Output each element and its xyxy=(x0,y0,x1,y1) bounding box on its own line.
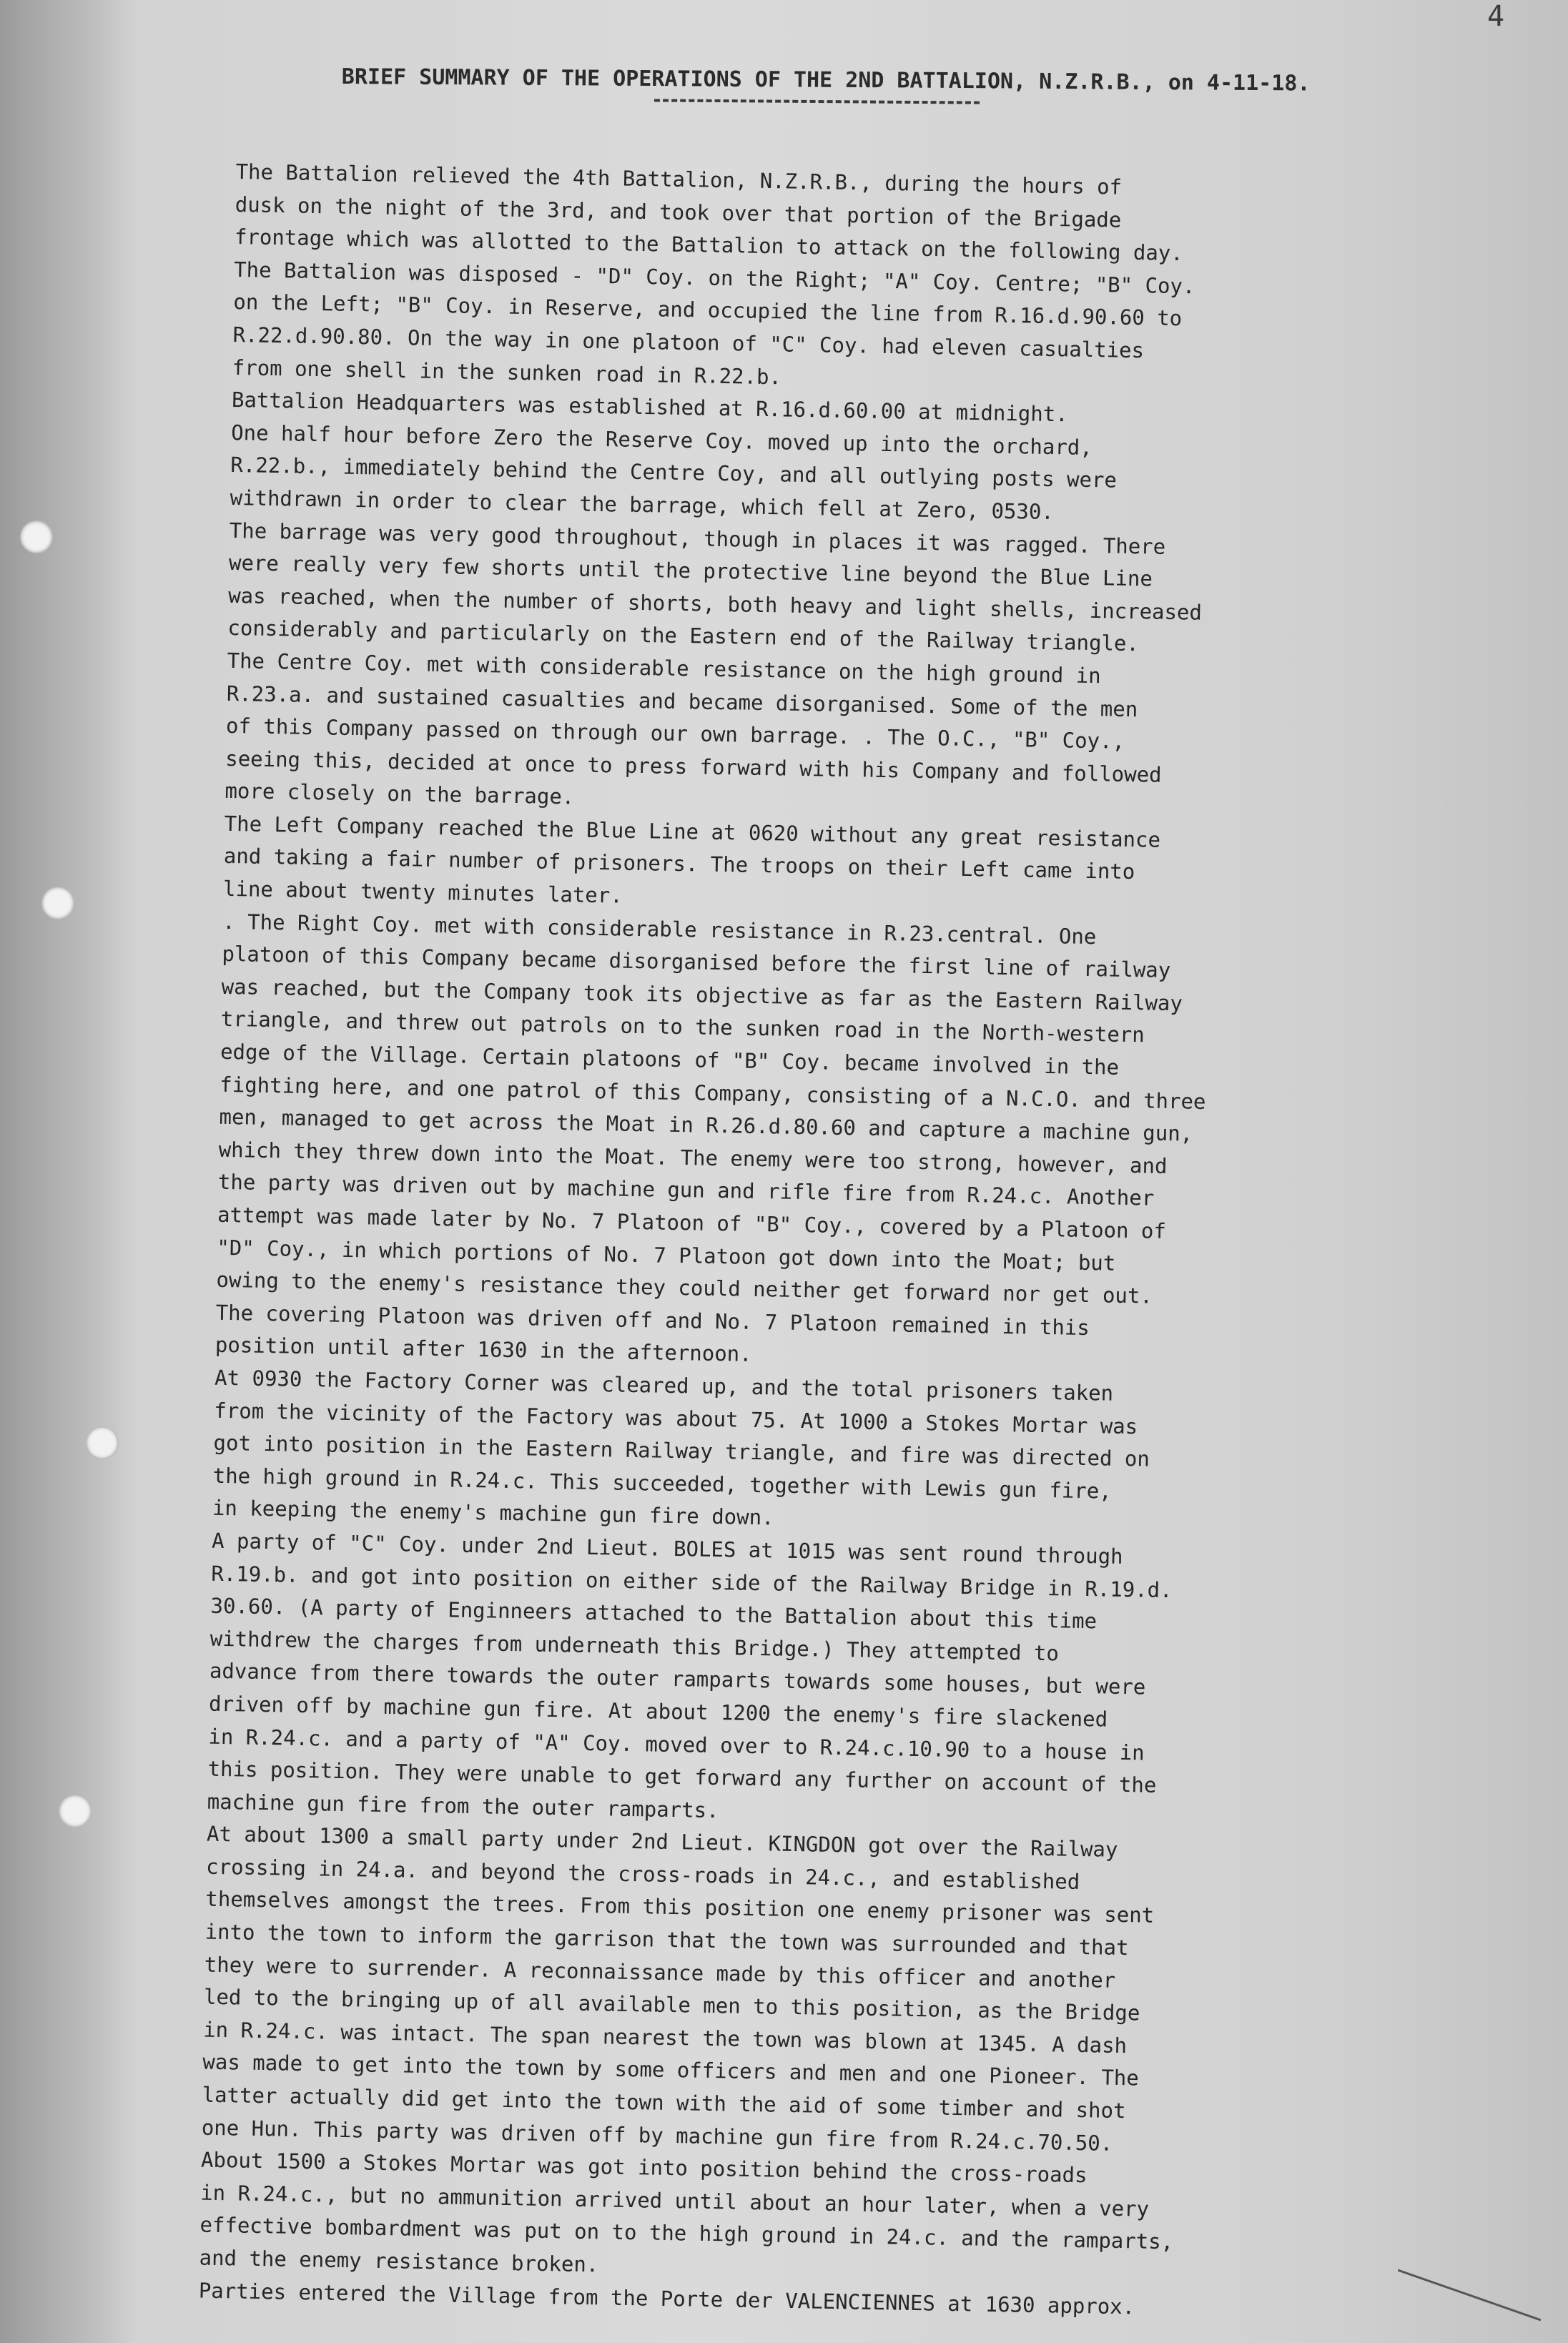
text-line: edge of the Village. Certain platoons of "B" Coy. became involved in the xyxy=(220,1039,1120,1080)
text-line: crossing in 24.a. and beyond the cross-roads in 24.c., and established xyxy=(205,1854,1080,1894)
text-line: R.22.b., immediately behind the Centre Coy, and all outlying posts were xyxy=(230,453,1118,493)
text-line: 30.60. (A party of Enginneers attached to the Battalion about this time xyxy=(210,1593,1098,1634)
text-line: in keeping the enemy's machine gun fire down. xyxy=(212,1496,774,1530)
text-line: of this Company passed on through our own barrage. . The O.C., "B" Coy., xyxy=(225,713,1125,754)
text-line: into the town to inform the garrison that the town was surrounded and that xyxy=(204,1919,1129,1960)
text-line: advance from there towards the outer ramparts towards some houses, but were xyxy=(209,1658,1146,1700)
text-line: The Left Company reached the Blue Line at 0620 without any great resistance xyxy=(224,811,1161,852)
text-line: The Battalion relieved the 4th Battalion, N.Z.R.B., during the hours of xyxy=(235,159,1123,199)
text-line: seeing this, decided at once to press forward with his Company and followed xyxy=(225,746,1162,787)
pencil-mark xyxy=(1398,2263,1541,2327)
page-number: 4 xyxy=(1487,0,1505,33)
punch-hole xyxy=(41,887,74,919)
text-line: was reached, but the Company took its objective as far as the Eastern Railway xyxy=(221,974,1183,1016)
text-line: A party of "C" Coy. under 2nd Lieut. BOLES at 1015 was sent round through xyxy=(211,1528,1123,1569)
text-line: The Centre Coy. met with considerable resistance on the high ground in xyxy=(227,648,1101,689)
text-line: in R.24.c. and a party of "A" Coy. moved over to R.24.c.10.90 to a house in xyxy=(208,1724,1145,1765)
text-line: led to the bringing up of all available men to this position, as the Bridge xyxy=(203,1984,1140,2026)
punch-hole xyxy=(20,521,53,553)
text-line: line about twenty minutes later. xyxy=(222,876,623,908)
text-line: R.22.d.90.80. On the way in one platoon of "C" Coy. had eleven casualties xyxy=(232,322,1145,363)
text-line: in R.24.c. was intact. The span nearest the town was blown at 1345. A dash xyxy=(202,2017,1128,2058)
text-line: were really very few shorts until the protective line beyond the Blue Line xyxy=(228,551,1153,591)
text-line: they were to surrender. A reconnaissance made by this officer and another xyxy=(204,1952,1116,1993)
text-line: the party was driven out by machine gun and rifle fire from R.24.c. Another xyxy=(217,1170,1155,1211)
text-line: "D" Coy., in which portions of No. 7 Platoon got down into the Moat; but xyxy=(217,1235,1116,1276)
text-line: from the vicinity of the Factory was about 75. At 1000 a Stokes Mortar was xyxy=(214,1398,1138,1439)
text-line: which they threw down into the Moat. The enemy were too strong, however, and xyxy=(218,1137,1168,1178)
text-line: the high ground in R.24.c. This succeeded, together with Lewis gun fire, xyxy=(212,1463,1112,1504)
text-line: dusk on the night of the 3rd, and took over that portion of the Brigade xyxy=(235,192,1122,232)
text-line: The Battalion was disposed - "D" Coy. on the Right; "A" Coy. Centre; "B" Coy. xyxy=(233,257,1195,299)
text-line: this position. They were unable to get forward any further on account of the xyxy=(207,1756,1157,1797)
text-line: The covering Platoon was driven off and No. 7 Platoon remained in this xyxy=(215,1300,1090,1340)
text-line: withdrawn in order to clear the barrage, which fell at Zero, 0530. xyxy=(230,485,1055,524)
text-line: Parties entered the Village from the Porte der VALENCIENNES at 1630 approx. xyxy=(198,2278,1135,2319)
text-line: got into position in the Eastern Railway triangle, and fire was directed on xyxy=(213,1430,1150,1471)
page-edge-shadow xyxy=(0,0,136,2343)
text-line: frontage which was allotted to the Battalion to attack on the following day. xyxy=(234,225,1184,266)
text-line: themselves amongst the trees. From this position one enemy prisoner was sent xyxy=(205,1887,1155,1928)
text-line: attempt was made later by No. 7 Platoon of "B" Coy., covered by a Platoon of xyxy=(217,1202,1167,1243)
text-line: in R.24.c., but no ammunition arrived until about an hour later, when a very xyxy=(199,2180,1150,2221)
text-line: At 0930 the Factory Corner was cleared up, and the total prisoners taken xyxy=(214,1365,1114,1406)
punch-hole xyxy=(86,1426,119,1459)
text-line: and the enemy resistance broken. xyxy=(199,2245,599,2277)
text-line: more closely on the barrage. xyxy=(225,779,575,809)
text-line: owing to the enemy's resistance they could neither get forward nor get out. xyxy=(216,1267,1153,1308)
text-line: men, managed to get across the Moat in R.26.d.80.60 and capture a machine gun, xyxy=(219,1105,1193,1146)
punch-hole xyxy=(59,1795,92,1827)
text-line: considerably and particularly on the Eastern end of the Railway triangle. xyxy=(227,616,1140,656)
text-line: The barrage was very good throughout, though in places it was ragged. There xyxy=(229,518,1166,559)
document-title: BRIEF SUMMARY OF THE OPERATIONS OF THE 2ND BATTALION, N.Z.R.B., on 4-11-18. xyxy=(341,64,1311,97)
text-line: effective bombardment was put on to the high ground in 24.c. and the ramparts, xyxy=(199,2212,1174,2254)
text-line: platoon of this Company became disorganised before the first line of railway xyxy=(222,942,1171,983)
text-line: was made to get into the town by some officers and men and one Pioneer. The xyxy=(202,2050,1140,2091)
text-line: R.23.a. and sustained casualties and became disorganised. Some of the men xyxy=(226,681,1138,721)
title-underline xyxy=(654,99,980,104)
text-line: machine gun fire from the outer ramparts. xyxy=(207,1789,719,1822)
document-body xyxy=(198,156,1565,2330)
text-line: . The Right Coy. met with considerable resistance in R.23.central. One xyxy=(222,909,1097,949)
text-line: triangle, and threw out patrols on to the sunken road in the North-western xyxy=(220,1007,1145,1047)
text-line: Battalion Headquarters was established at R.16.d.60.00 at midnight. xyxy=(231,388,1068,427)
text-line: R.19.b. and got into position on either side of the Railway Bridge in R.19.d. xyxy=(211,1561,1173,1602)
text-line: One half hour before Zero the Reserve Coy. moved up into the orchard, xyxy=(230,420,1093,460)
text-line: position until after 1630 in the afternoon. xyxy=(215,1333,752,1367)
text-line: and taking a fair number of prisoners. The troops on their Left came into xyxy=(223,844,1135,884)
text-line: latter actually did get into the town with the aid of some timber and shot xyxy=(202,2082,1126,2124)
text-line: withdrew the charges from underneath this Bridge.) They attempted to xyxy=(209,1626,1060,1666)
text-line: About 1500 a Stokes Mortar was got into position behind the cross-roads xyxy=(200,2147,1088,2188)
text-line: one Hun. This party was driven off by machine gun fire from R.24.c.70.50. xyxy=(201,2115,1113,2156)
text-line: At about 1300 a small party under 2nd Lieut. KINGDON got over the Railway xyxy=(206,1821,1118,1863)
text-line: was reached, when the number of shorts, both heavy and light shells, increased xyxy=(227,583,1203,625)
text-line: on the Left; "B" Coy. in Reserve, and occupied the line from R.16.d.90.60 to xyxy=(233,290,1183,331)
text-line: from one shell in the sunken road in R.22.b. xyxy=(232,355,782,389)
text-line: driven off by machine gun fire. At about 1200 the enemy's fire slackened xyxy=(208,1691,1108,1732)
text-line: fighting here, and one patrol of this Company, consisting of a N.C.O. and three xyxy=(220,1072,1206,1114)
